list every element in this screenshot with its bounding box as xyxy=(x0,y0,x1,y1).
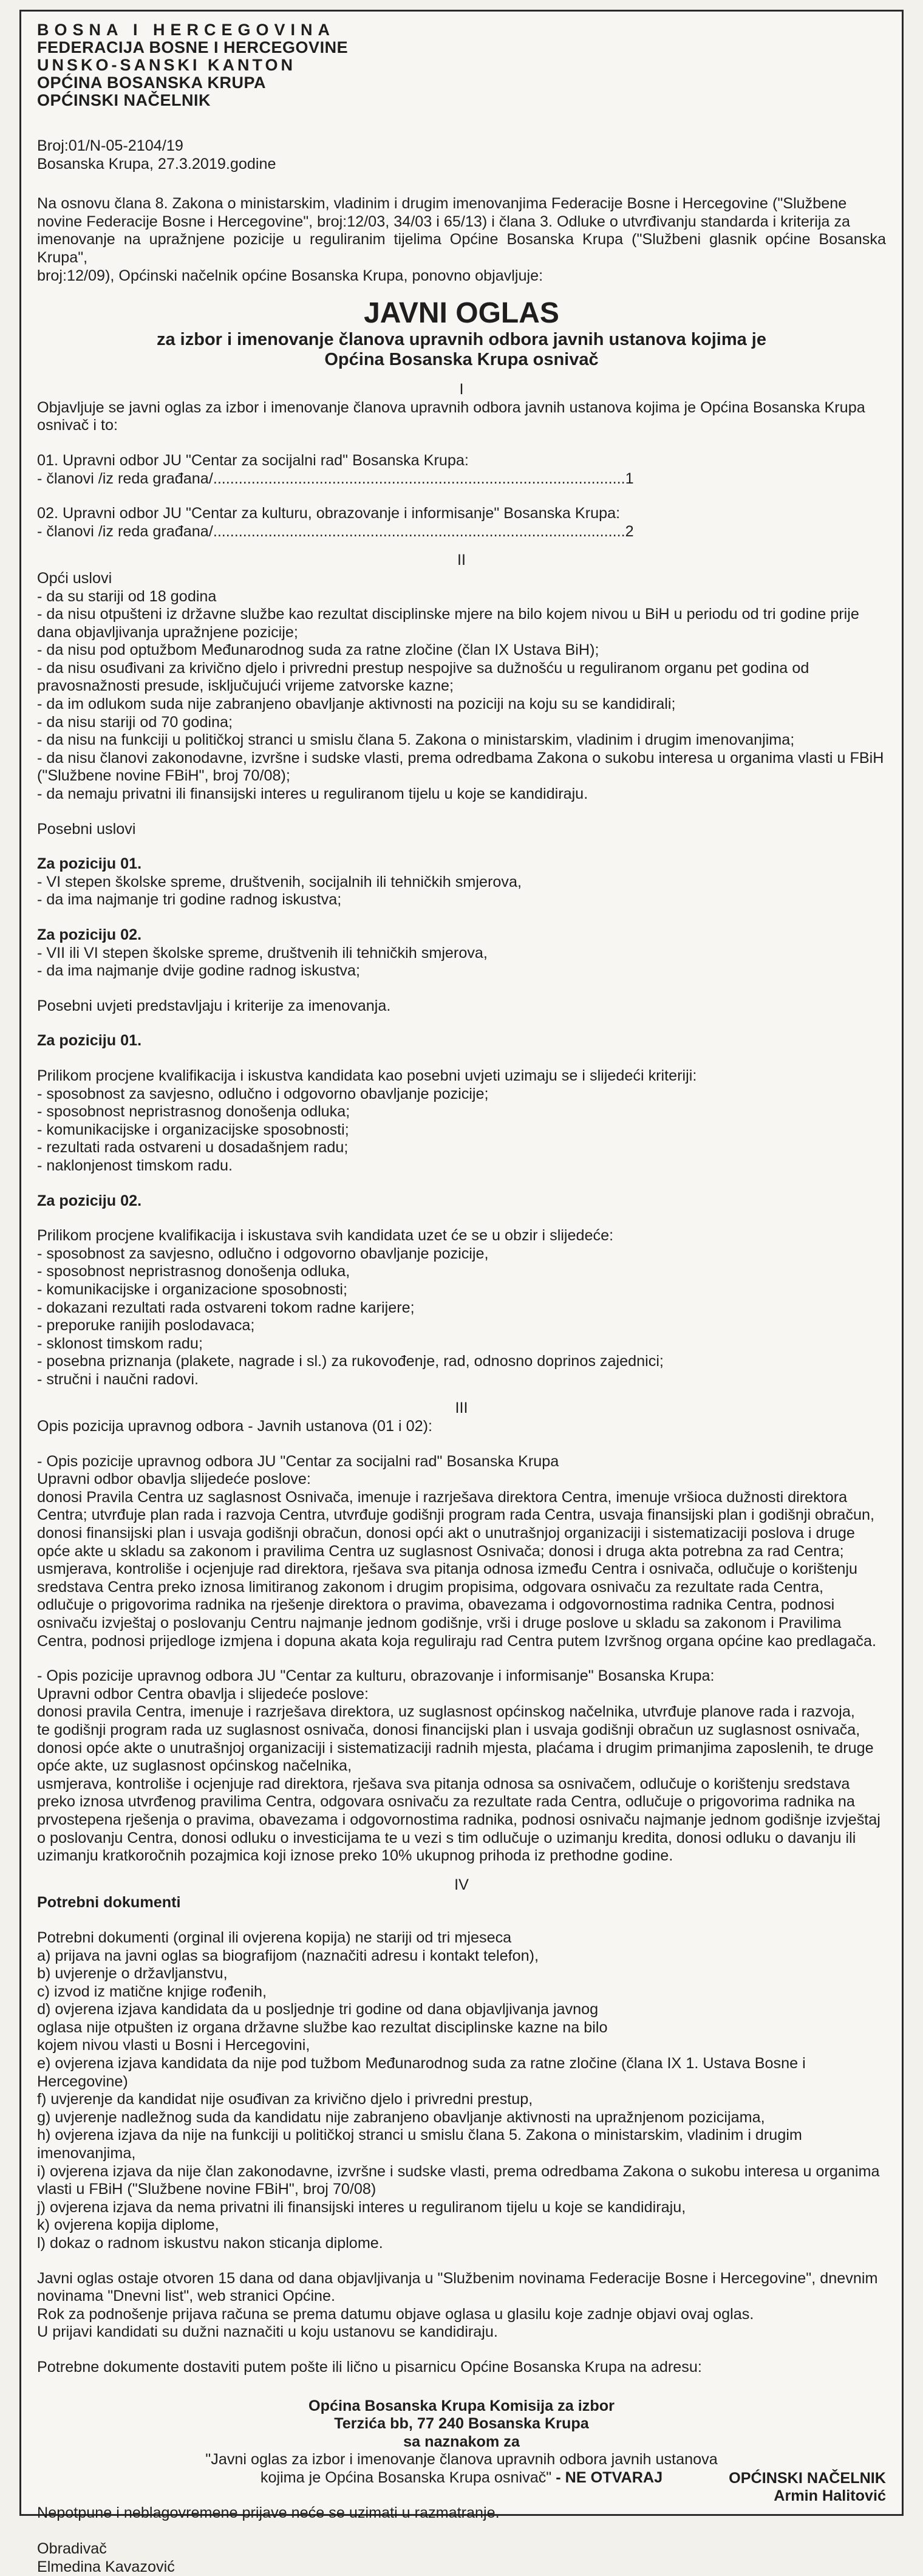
text-line: sredstava Centra preko iznosa limitiranog zakonom i drugim propisima, odgovara osnivaču za rezultate rada Centra, xyxy=(37,1578,823,1596)
do-not-open-label: - NE OTVARAJ xyxy=(551,2468,663,2486)
position-1-title: Za poziciju 01. xyxy=(37,855,142,873)
text-line: - da nisu osuđivani za krivično djelo i privredni prestup nespojive sa dužnošću u reguliranom organu pet godina od xyxy=(37,659,809,677)
criteria-intro: Posebni uvjeti predstavljaju i kriterije za imenovanja. xyxy=(37,997,391,1014)
legal-basis xyxy=(37,195,886,285)
position-2-title: Za poziciju 02. xyxy=(37,926,142,943)
text-line: - da nemaju privatni ili finansijski interes u reguliranom tijelu u koje se kandidiraju. xyxy=(37,785,588,803)
text-line: usmjerava, kontroliše i ocjenjuje rad direktora, rješava sva pitanja odnosa između Centra i osnivača, odlučuje o korištenju xyxy=(37,1560,858,1578)
text-line: - sklonost timskom radu; xyxy=(37,1334,203,1352)
text-line: Javni oglas ostaje otvoren 15 dana od dana objavljivanja u "Službenim novinama Federacije Bosne i Hercegovine", dnevnim xyxy=(37,2269,878,2287)
documents-title: Potrebni dokumenti xyxy=(37,1894,181,1912)
text-line: odlučuje o prigovorima radnika na rješenje direktora o pravima, obavezama i odgovornostima radnika Centra, podnosi xyxy=(37,1596,835,1614)
text-line: Hercegovine) xyxy=(37,2072,128,2090)
text-line: novinama "Dnevni list", web stranici Općine. xyxy=(37,2287,336,2305)
text-line: novine Federacije Bosne i Hercegovine", broj:12/03, 34/03 i 65/13) i člana 3. Odluke o utvrđivanju standarda i kriterija za xyxy=(37,213,851,230)
text-line: oglasa nije otpušten iz organa državne službe kao rezultat disciplinske kazne na bilo xyxy=(37,2018,608,2036)
text-line: - da nisu na funkciji u političkoj stranci u smislu člana 5. Zakona o ministarskim, vladinim i drugim imenovanjima; xyxy=(37,731,795,749)
text-line: - članovi /iz reda građana/.................................................................................................1 xyxy=(37,470,634,487)
text-line: uzimanju kratkoročnih pozajmica koji iznose preko 10% ukupnog prihoda iz prethodne godine. xyxy=(37,1847,673,1865)
mayor-signature xyxy=(729,2470,886,2506)
document-meta xyxy=(37,137,886,173)
text-line: i) ovjerena izjava da nije član zakonodavne, izvršne i sudske vlasti, prema odredbama Zakona o sukobu interesa u organima xyxy=(37,2162,880,2180)
letterhead-canton: UNSKO-SANSKI KANTON xyxy=(37,56,296,74)
text-line: - da ima najmanje tri godine radnog iskustva; xyxy=(37,891,342,909)
text-line: d) ovjerena izjava kandidata da u posljednje tri godine od dana objavljivanja javnog xyxy=(37,2001,599,2018)
text-line: Opći uslovi xyxy=(37,569,112,587)
closing-note: Nepotpune i neblagovremene prijave neće se uzimati u razmatranje. xyxy=(37,2504,500,2521)
processed-name: Elmedina Kavazović xyxy=(37,2558,175,2575)
text-line: - da im odlukom suda nije zabranjeno obavljanje aktivnosti na poziciji na koju su se kandidirali; xyxy=(37,695,676,713)
text-line: - stručni i naučni radovi. xyxy=(37,1370,199,1388)
text-line: usmjerava, kontroliše i ocjenjuje rad direktora, rješava sva pitanja odnosa sa osnivačem, odlučuje o korištenju sredstava xyxy=(37,1775,850,1792)
text-line: j) ovjerena izjava da nema privatni ili finansijski interes u reguliranom tijelu u koje se kandidiraju, xyxy=(37,2198,686,2216)
text-line: - preporuke ranijih poslodavaca; xyxy=(37,1317,255,1334)
section-number-4: IV xyxy=(454,1876,469,1893)
text-line: - VI stepen školske spreme, društvenih, socijalnih ili tehničkih smjerova, xyxy=(37,873,522,890)
text-line: - sposobnost za savjesno, odlučno i odgovorno obavljanje pozicije; xyxy=(37,1085,489,1102)
text-line: - da nisu otpušteni iz državne službe kao rezultat disciplinske mjere na bilo kojem nivou u BiH u periodu od tri godine prije xyxy=(37,606,859,623)
text-line: Centra; utvrđuje plan rada i razvoja Centra, utvrđuje godišnji program rada Centra, usvaja finansijski plan i godišnji obračun, xyxy=(37,1506,875,1524)
special-conditions-title: Posebni uslovi xyxy=(37,820,136,838)
text-line: Objavljuje se javni oglas za izbor i imenovanje članova upravnih odbora javnih ustanova kojima je Općina Bosanska Krupa xyxy=(37,398,865,416)
letterhead-municipality: OPĆINA BOSANSKA KRUPA xyxy=(37,73,267,92)
text-line: g) uvjerenje nadležnog suda da kandidatu nije zabranjeno obavljanje aktivnosti na upražnjenom pozicijama, xyxy=(37,2108,765,2126)
text-line: Općina Bosanska Krupa osnivač xyxy=(324,350,599,370)
text-line: - da nisu pod optužbom Međunarodnog suda za ratne zločine (član IX Ustava BiH); xyxy=(37,641,599,659)
text-line: ("Službene novine FBiH", broj 70/08); xyxy=(37,767,290,785)
text-line: 02. Upravni odbor JU "Centar za kulturu, obrazovanje i informisanje" Bosanska Krupa: xyxy=(37,505,621,522)
text-line: pravosnažnosti presude, isključujući vrijeme zatvorske kazne; xyxy=(37,677,454,695)
notice-duration xyxy=(37,2270,886,2342)
text-line: - komunikacijske i organizacione sposobnosti; xyxy=(37,1280,348,1298)
text-line: - da su stariji od 18 godina xyxy=(37,587,217,605)
text-line: - VII ili VI stepen školske spreme, društvenih ili tehničkih smjerova, xyxy=(37,944,488,962)
text-line: U prijavi kandidati su dužni naznačiti u koju ustanovu se kandidiraju. xyxy=(37,2323,498,2341)
text-line: - sposobnost za savjesno, odlučno i odgovorno obavljanje pozicije, xyxy=(37,1245,489,1262)
text-line: - rezultati rada ostvareni u dosadašnjem radu; xyxy=(37,1139,349,1156)
document-date: Bosanska Krupa, 27.3.2019.godine xyxy=(37,155,276,173)
text-line: Centra, podnosi prijedloge izmjena i dopuna akata koja reguliraju rad Centra putem Izvršnog organa općine kao predlagača. xyxy=(37,1632,876,1650)
address-line: "Javni oglas za izbor i imenovanje članova upravnih odbora javnih ustanova xyxy=(205,2451,718,2468)
text-line: Na osnovu člana 8. Zakona o ministarskim, vladinim i drugim imenovanjima Federacije Bosne i Hercegovine ("Službene xyxy=(37,195,847,213)
section-3-lead: Opis pozicija upravnog odbora - Javnih ustanova (01 i 02): xyxy=(37,1418,433,1435)
text-line: broj:12/09), Općinski načelnik općine Bosanska Krupa, ponovno objavljuje: xyxy=(37,267,543,284)
text-line: vlasti u FBiH ("Službene novine FBiH", broj 70/08) xyxy=(37,2181,376,2198)
text-line: donosi Pravila Centra uz saglasnost Osnivača, imenuje i razrješava direktora Centra, imenuje vršioca dužnosti direktora xyxy=(37,1488,848,1506)
notice-title: JAVNI OGLAS xyxy=(364,297,559,330)
text-line: - da ima najmanje dvije godine radnog iskustva; xyxy=(37,962,361,980)
text-line: te godišnji program rada uz suglasnost osnivača, donosi financijski plan i usvaja godišnji obračun uz suglasnost osnivača, xyxy=(37,1721,860,1738)
position-2-description xyxy=(37,1667,886,1865)
position-item-2 xyxy=(37,505,886,541)
text-line: a) prijava na javni oglas sa biografijom (naznačiti adresu i kontakt telefon), xyxy=(37,1947,539,1964)
position-1-criteria xyxy=(37,1032,886,1175)
text-line: za izbor i imenovanje članova upravnih odbora javnih ustanova kojima je xyxy=(157,330,766,350)
text-line: - komunikacijske i organizacijske sposobnosti; xyxy=(37,1121,349,1138)
address-line: kojima je Općina Bosanska Krupa osnivač" xyxy=(260,2468,552,2486)
letterhead-office: OPĆINSKI NAČELNIK xyxy=(37,91,211,109)
text-line: Prilikom procjene kvalifikacija i iskustva kandidata kao posebni uvjeti uzimaju se i slijedeći kriteriji: xyxy=(37,1067,697,1084)
text-line: osnivač i to: xyxy=(37,417,118,434)
text-line: preko iznosa utvrđenog pravilima Centra, odgovara osnivaču za rezultate rada Centra, odlučuje o prigovorima radnika na xyxy=(37,1793,855,1811)
position-2-criteria xyxy=(37,1192,886,1389)
signature-name: Armin Halitović xyxy=(774,2487,886,2505)
text-line: opće akte u skladu sa zakonom i pravilima Centra uz suglasnost Osnivača; donosi i druga akta potrebna za rad Centra; xyxy=(37,1542,844,1560)
text-line: f) uvjerenje da kandidat nije osuđivan za krivično djelo i privredni prestup, xyxy=(37,2091,533,2108)
position-2-conditions xyxy=(37,926,886,980)
section-number-1: I xyxy=(459,381,464,398)
section-number-2: II xyxy=(457,552,466,569)
text-line: - posebna priznanja (plakete, nagrade i sl.) za rukovođenje, rad, odnosno doprinos zajednici; xyxy=(37,1353,664,1370)
text-line: Potrebni dokumenti (orginal ili ovjerena kopija) ne stariji od tri mjeseca xyxy=(37,1929,512,1946)
text-line: imenovanje na upražnjene pozicije u reguliranim tijelima Općine Bosanska Krupa ("Službeni glasnik općine Bosanska Krupa", xyxy=(37,231,886,266)
public-notice-page xyxy=(19,10,904,2575)
position-1-description xyxy=(37,1453,886,1651)
section-1 xyxy=(37,399,886,541)
text-line: - dokazani rezultati rada ostvareni tokom radne karijere; xyxy=(37,1299,415,1316)
processed-label: Obradivač xyxy=(37,2540,107,2558)
text-line: e) ovjerena izjava kandidata da nije pod tužbom Međunarodnog suda za ratne zločine (člana IX 1. Ustava Bosne i xyxy=(37,2055,806,2072)
text-line: Upravni odbor obavlja slijedeće poslove: xyxy=(37,1471,311,1488)
processed-by xyxy=(37,2540,886,2576)
section-number-3: III xyxy=(455,1399,468,1417)
position-item-1 xyxy=(37,452,886,488)
text-line: donosi opće akte o unutrašnjoj organizaciji i sistematizaciji radnih mjesta, plaćama i drugim primanjima zaposlenih, te druge xyxy=(37,1739,874,1757)
text-line: kojem nivou vlasti u Bosni i Hercegovini, xyxy=(37,2037,310,2054)
text-line: donosi finansijski plan i usvaja godišnji obračun, donosi opći akt o unutrašnjoj organizaciji i sistematizaciji poslova i druge xyxy=(37,1525,855,1542)
position-1-conditions xyxy=(37,855,886,909)
text-line: - da nisu stariji od 70 godina; xyxy=(37,713,233,731)
notice-subtitle xyxy=(37,330,886,370)
text-line: dana objavljivanja upražnjene pozicije; xyxy=(37,623,298,641)
text-line: - Opis pozicije upravnog odbora JU "Centar za socijalni rad" Bosanska Krupa xyxy=(37,1452,559,1470)
text-line: c) izvod iz matične knjige rođenih, xyxy=(37,1983,267,2000)
text-line: o poslovanju Centra, donosi odluku o investicijama te u vezi s tim odlučuje o uzimanju kredita, donosi odluku o davanju ili xyxy=(37,1829,856,1847)
signature-title: OPĆINSKI NAČELNIK xyxy=(729,2469,886,2487)
text-line: - Opis pozicije upravnog odbora JU "Centar za kulturu, obrazovanje i informisanje" Bosanska Krupa: xyxy=(37,1667,715,1685)
text-line: prvostepena rješenja o pravima, obavezama i odgovornostima radnika, podnosi osnivaču najmanje jednom godišnje izvještaj xyxy=(37,1811,880,1828)
address-line: Općina Bosanska Krupa Komisija za izbor xyxy=(308,2397,615,2414)
text-line: k) ovjerena kopija diplome, xyxy=(37,2216,219,2234)
letterhead xyxy=(37,21,886,109)
required-documents xyxy=(37,1929,886,2253)
letterhead-country: BOSNA I HERCEGOVINA xyxy=(37,21,336,39)
text-line: opće akte, uz suglasnost općinskog načelnika, xyxy=(37,1757,352,1775)
text-line: 01. Upravni odbor JU "Centar za socijalni rad" Bosanska Krupa: xyxy=(37,451,469,469)
text-line: - sposobnost nepristrasnog donošenja odluka; xyxy=(37,1103,350,1121)
text-line: Upravni odbor Centra obavlja i slijedeće poslove: xyxy=(37,1685,369,1703)
text-line: Prilikom procjene kvalifikacija i iskustava svih kandidata uzet će se u obzir i slijedeće: xyxy=(37,1227,614,1245)
text-line: h) ovjerena izjava da nije na funkciji u političkoj stranci u smislu člana 5. Zakona o ministarskim, vladinim i drugim xyxy=(37,2127,802,2144)
address-line: sa naznakom za xyxy=(403,2433,520,2450)
text-line: - naklonjenost timskom radu. xyxy=(37,1156,233,1174)
text-line: imenovanjima, xyxy=(37,2145,136,2162)
text-line: - sposobnost nepristrasnog donošenja odluka, xyxy=(37,1263,350,1280)
text-line: l) dokaz o radnom iskustvu nakon sticanja diplome. xyxy=(37,2235,383,2252)
text-line: osnivaču izvještaj o poslovanju Centru najmanje jednom godišnje, vrši i druge poslove u skladu sa zakonom i Pravilima xyxy=(37,1614,842,1631)
text-line: donosi pravila Centra, imenuje i razrješava direktora, uz suglasnost općinskog načelnika, utvrđuje planove rada i razvoja, xyxy=(37,1703,855,1721)
address-line: Terzića bb, 77 240 Bosanska Krupa xyxy=(334,2415,589,2433)
text-line: b) uvjerenje o državljanstvu, xyxy=(37,1965,228,1983)
document-number: Broj:01/N-05-2104/19 xyxy=(37,137,183,154)
general-conditions xyxy=(37,570,886,804)
letterhead-federation: FEDERACIJA BOSNE I HERCEGOVINE xyxy=(37,38,349,56)
criteria-2-title: Za poziciju 02. xyxy=(37,1192,142,1209)
delivery-instructions: Potrebne dokumente dostaviti putem pošte ili lično u pisarnicu Općine Bosanska Krupa na adresu: xyxy=(37,2358,702,2376)
criteria-1-title: Za poziciju 01. xyxy=(37,1032,142,1050)
text-line: - članovi /iz reda građana/.................................................................................................2 xyxy=(37,522,634,540)
text-line: Rok za podnošenje prijava računa se prema datumu objave oglasa u glasilu koje zadnje objavi ovaj oglas. xyxy=(37,2305,754,2323)
text-line: - da nisu članovi zakonodavne, izvršne i sudske vlasti, prema odredbama Zakona o sukobu interesa u organima vlasti u FBiH xyxy=(37,749,884,767)
